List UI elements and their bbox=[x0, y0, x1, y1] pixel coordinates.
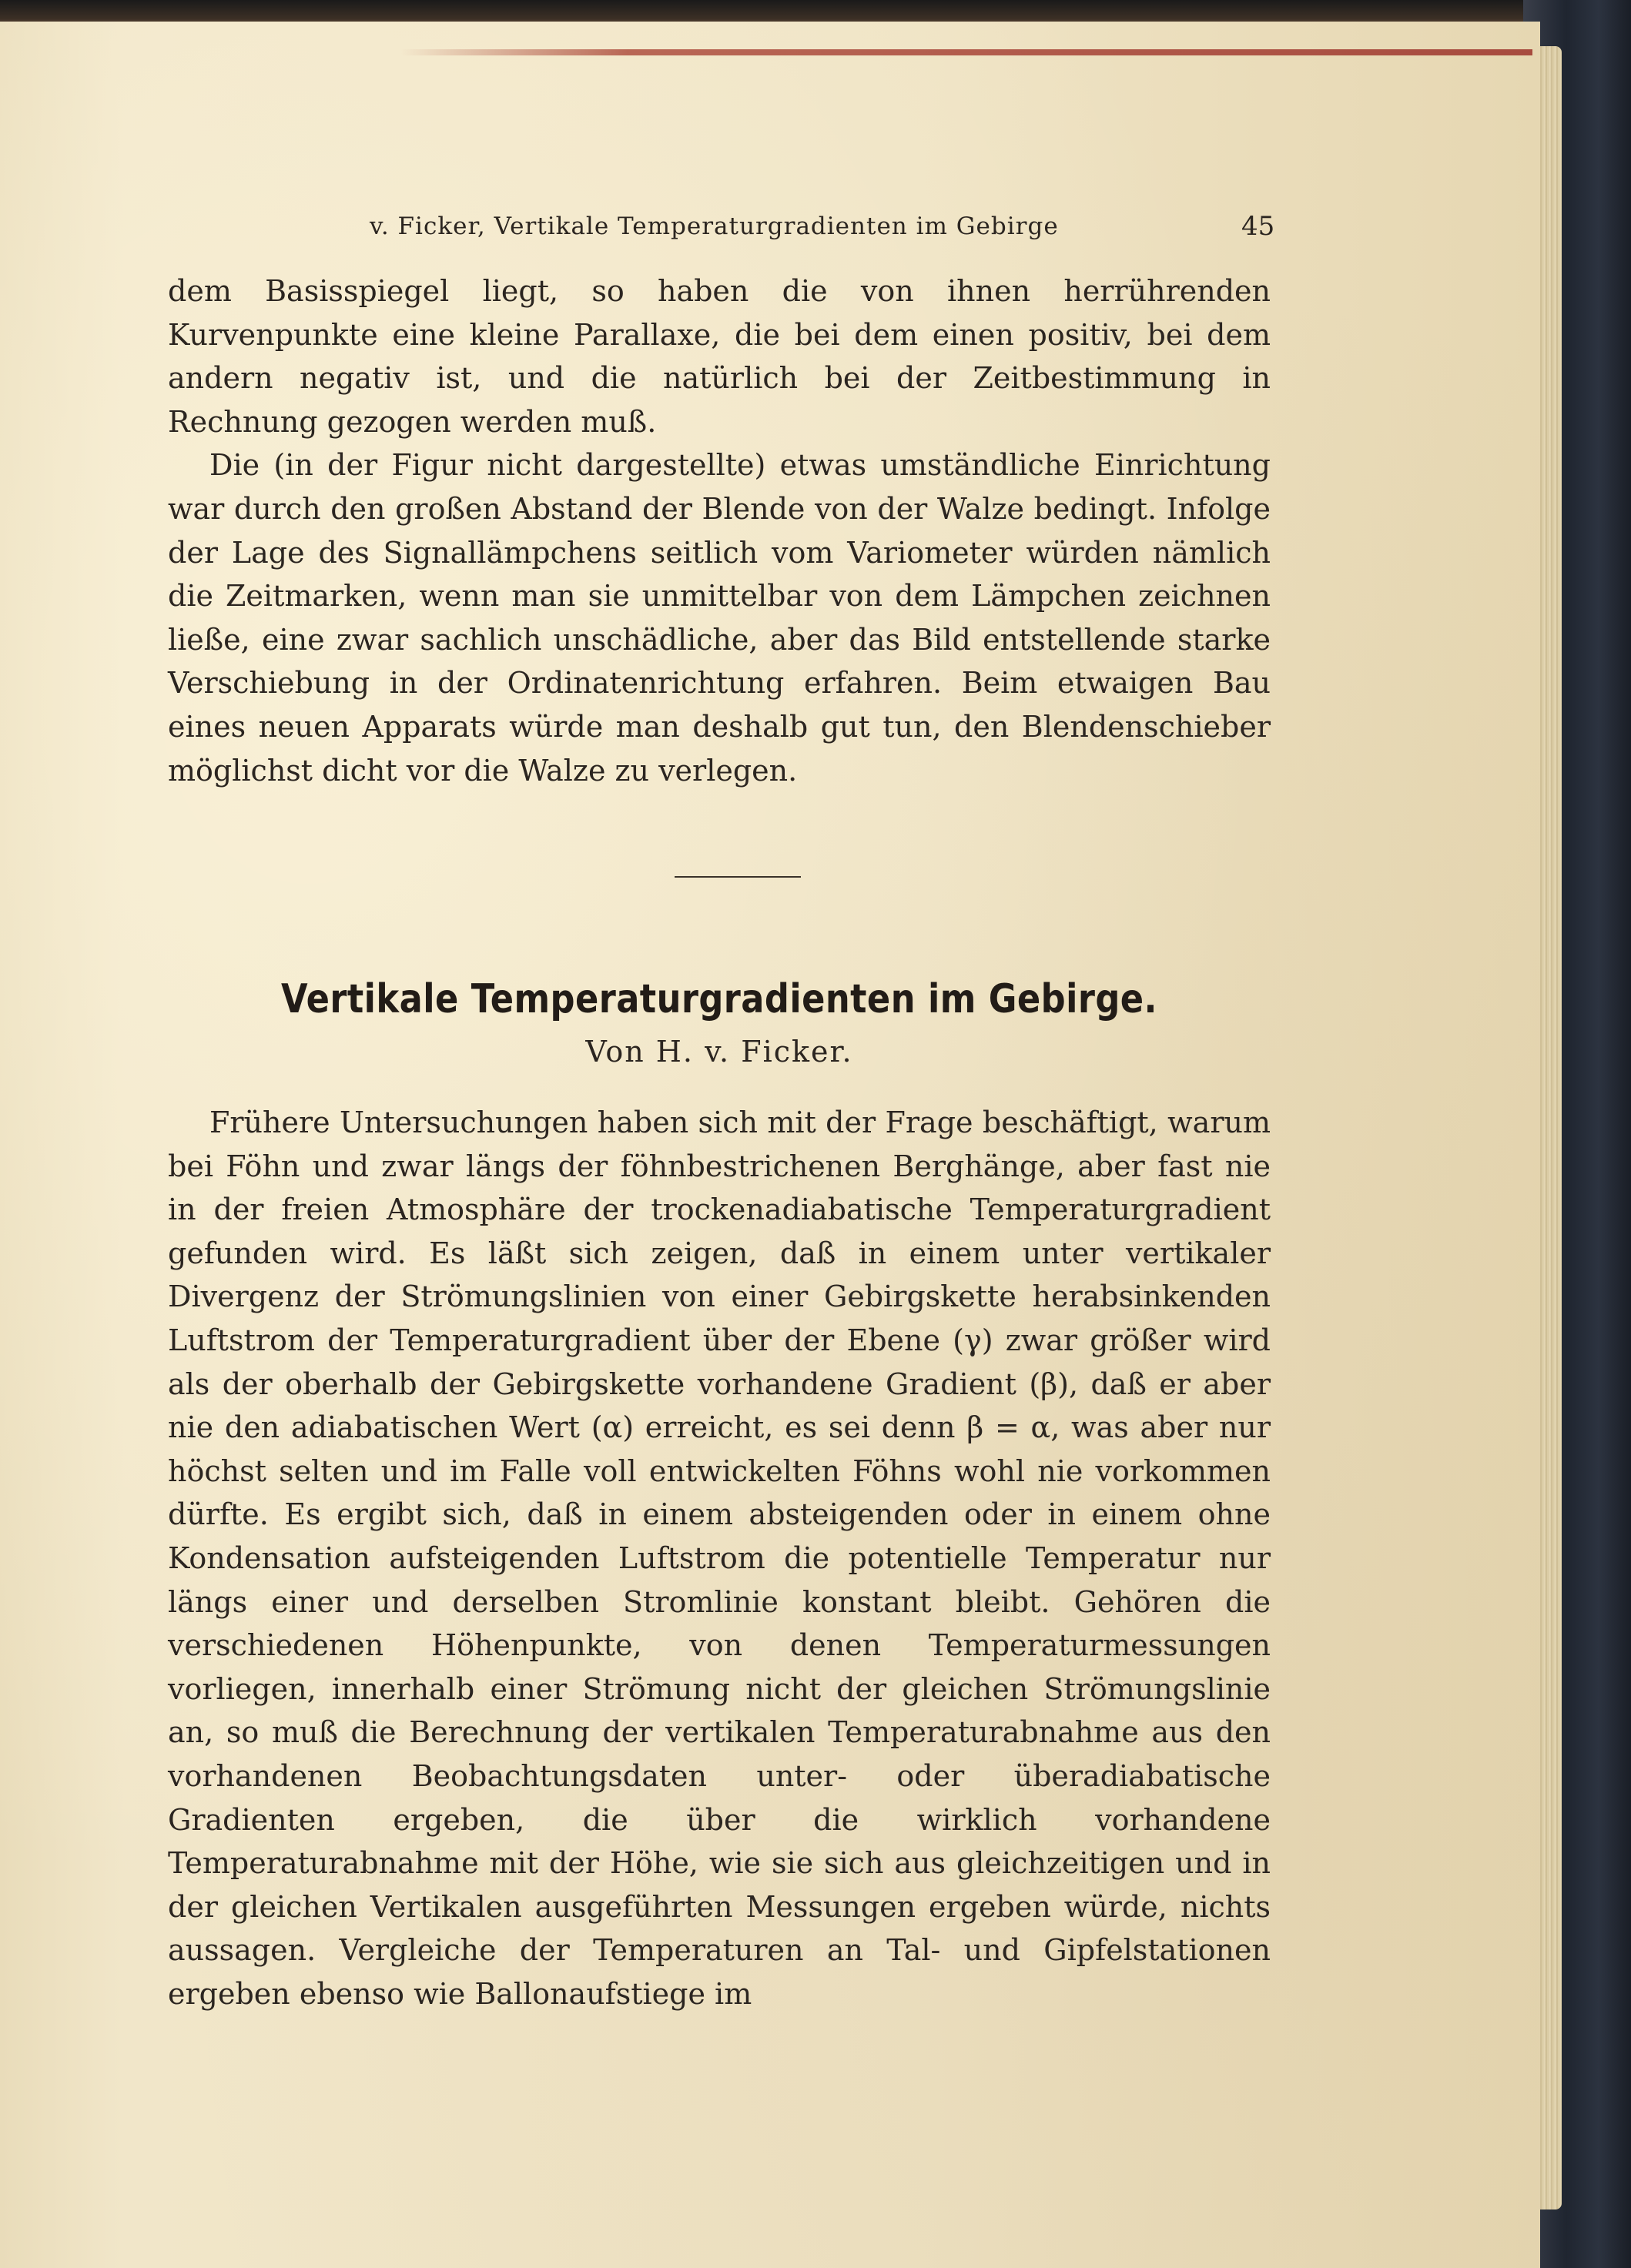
page-top-edge bbox=[400, 49, 1532, 55]
article-title: Vertikale Temperaturgradienten im Gebirge. bbox=[281, 976, 1157, 1022]
section-divider bbox=[675, 876, 801, 878]
continued-text bbox=[168, 269, 1271, 792]
running-head: v. Ficker, Vertikale Temperaturgradienten im Gebirge bbox=[370, 212, 1059, 240]
paragraph: dem Basisspiegel liegt, so haben die von ihnen herrührenden Kurvenpunkte eine kleine Parallaxe, die bei dem einen positiv, bei dem andern negativ ist, und die natürlich bei der Zeitbestimmung in Rechnung gezogen werden muß. bbox=[168, 274, 1271, 439]
page-number: 45 bbox=[1241, 211, 1275, 242]
book-page bbox=[0, 22, 1540, 2268]
paragraph: Die (in der Figur nicht dargestellte) etwas umständliche Einrichtung war durch den großen Abstand der Blende von der Walze bedingt. Infolge der Lage des Signallämpchens seitlich vom Variometer würden nämlich die Zeitmarken, wenn man sie unmittelbar von dem Lämpchen zeichnen ließe, eine zwar sachlich unschädliche, aber das Bild entstellende starke Verschiebung in der Ordinatenrichtung erfahren. Beim etwaigen Bau eines neuen Apparats würde man deshalb gut tun, den Blendenschieber möglichst dicht vor die Walze zu verlegen. bbox=[168, 448, 1271, 788]
article-author: Von H. v. Ficker. bbox=[585, 1035, 853, 1069]
article-body bbox=[168, 1101, 1271, 2015]
paragraph: Frühere Untersuchungen haben sich mit der Frage beschäftigt, warum bei Föhn und zwar längs der föhnbestrichenen Berghänge, aber fast nie in der freien Atmosphäre der trockenadiabatische Temperaturgradient gefunden wird. Es läßt sich zeigen, daß in einem unter vertikaler Divergenz der Strömungslinien von einer Gebirgskette herabsinkenden Luftstrom der Temperaturgradient über der Ebene (γ) zwar größer wird als der oberhalb der Gebirgskette vorhandene Gradient (β), daß er aber nie den adiabatischen Wert (α) erreicht, es sei denn β = α, was aber nur höchst selten und im Falle voll entwickelten Föhns wohl nie vorkommen dürfte. Es ergibt sich, daß in einem absteigenden oder in einem ohne Kondensation aufsteigenden Luftstrom die potentielle Temperatur nur längs einer und derselben Stromlinie konstant bleibt. Gehören die verschiedenen Höhenpunkte, von denen Temperaturmessungen vorliegen, innerhalb einer Strömung nicht der gleichen Strömungslinie an, so muß die Berechnung der vertikalen Temperaturabnahme aus den vorhandenen Beobachtungsdaten unter- oder überadiabatische Gradienten ergeben, die über die wirklich vorhandene Temperaturabnahme mit der Höhe, wie sie sich aus gleichzeitigen und in der gleichen Vertikalen ausgeführten Messungen ergeben würde, nichts aussagen. Vergleiche der Temperaturen an Tal- und Gipfelstationen ergeben ebenso wie Ballonaufstiege im bbox=[168, 1106, 1271, 2011]
